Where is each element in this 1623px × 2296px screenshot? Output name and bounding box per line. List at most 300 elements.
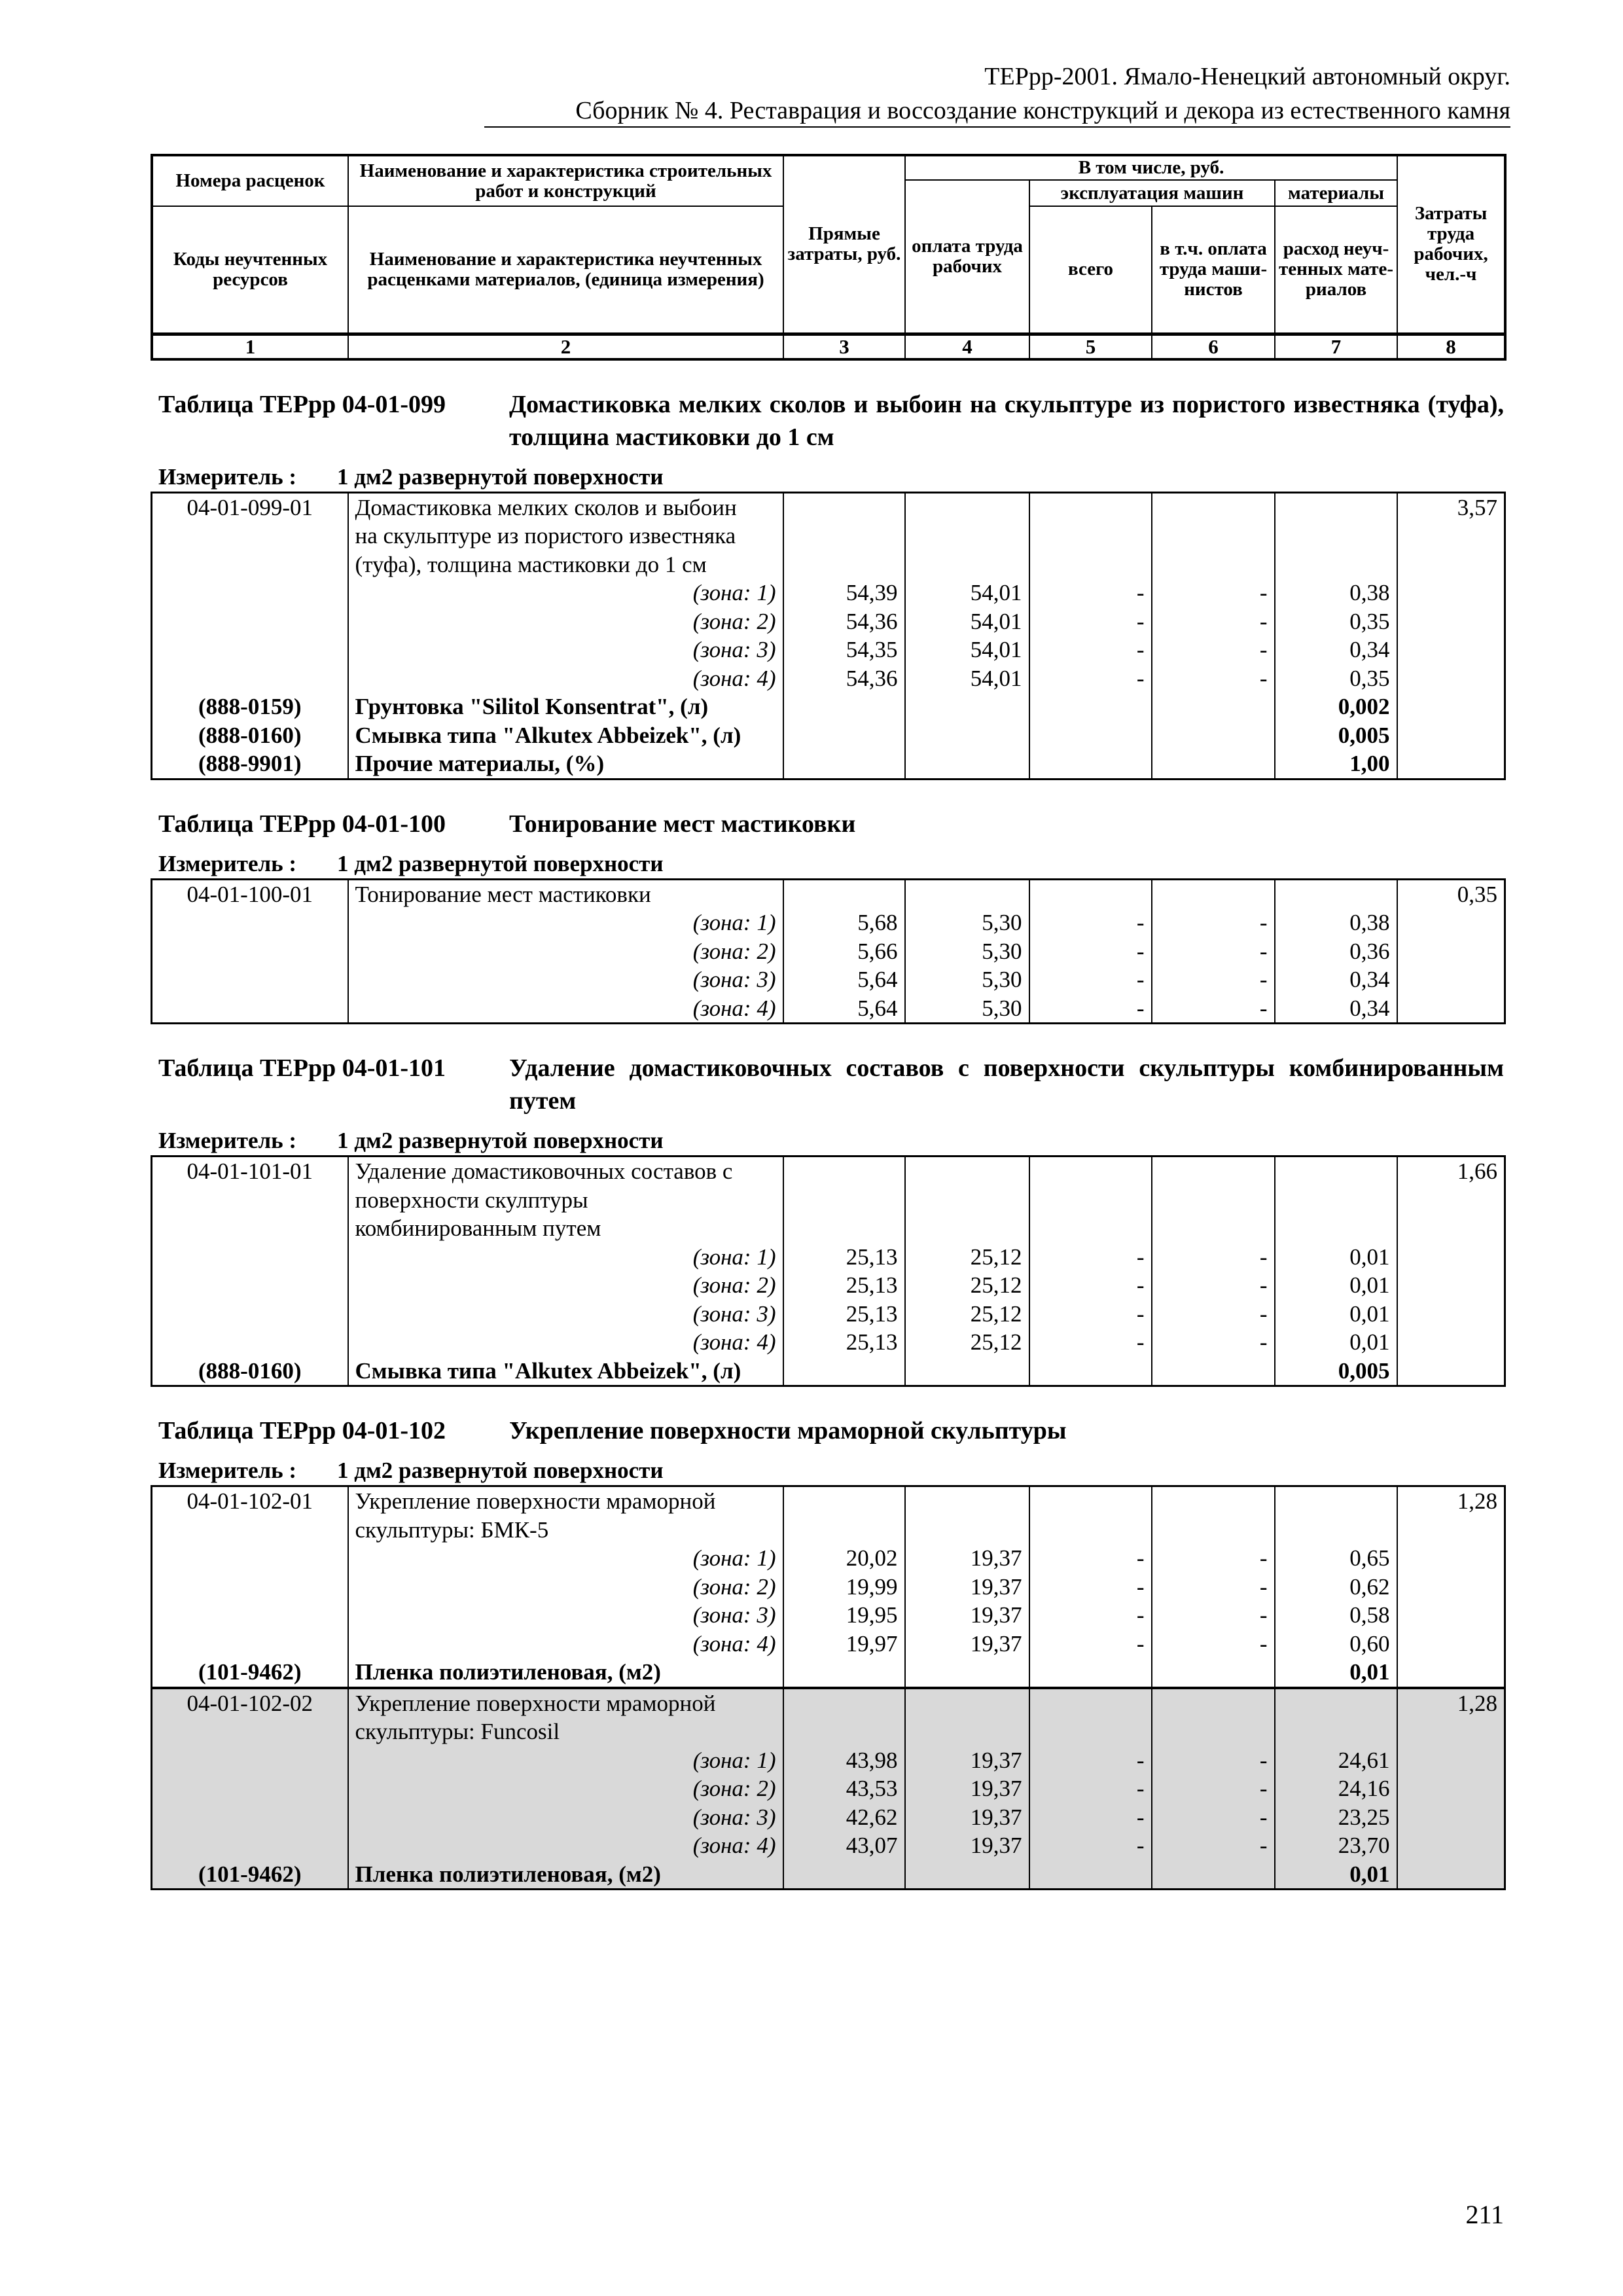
direct-cost: 25,13 <box>783 1243 905 1272</box>
machine-wages: - <box>1152 1601 1275 1630</box>
resource-amount: 0,01 <box>1275 1658 1397 1688</box>
direct-cost: 43,53 <box>783 1774 905 1803</box>
table-row <box>152 1544 1505 1573</box>
cell <box>1152 692 1275 721</box>
cell <box>905 1717 1029 1746</box>
table-row <box>152 1717 1505 1746</box>
cell <box>152 1746 348 1775</box>
cell <box>1029 1717 1152 1746</box>
cell <box>152 1630 348 1659</box>
cell <box>152 1186 348 1215</box>
direct-cost: 25,13 <box>783 1300 905 1329</box>
direct-cost: 20,02 <box>783 1544 905 1573</box>
wages: 25,12 <box>905 1300 1029 1329</box>
wages: 5,30 <box>905 994 1029 1024</box>
rate-name-line: поверхности скулптуры <box>348 1186 783 1215</box>
cell <box>1029 1486 1152 1516</box>
machine-total: - <box>1029 965 1152 994</box>
rates-table <box>151 1155 1506 1387</box>
cell <box>152 1214 348 1243</box>
zone-label: (зона: 2) <box>348 937 783 966</box>
cell <box>1029 1860 1152 1890</box>
cell <box>1275 1516 1397 1545</box>
measure-line <box>151 1126 1504 1155</box>
machine-total: - <box>1029 636 1152 664</box>
materials: 0,36 <box>1275 937 1397 966</box>
materials: 0,62 <box>1275 1573 1397 1602</box>
zone-label: (зона: 4) <box>348 664 783 693</box>
rates-table <box>151 492 1506 780</box>
col-material-name: Наименование и характеристика неучтенных расценками материалов, (единица измерения) <box>348 206 783 334</box>
materials: 0,38 <box>1275 579 1397 607</box>
wages: 19,37 <box>905 1544 1029 1573</box>
zone-label: (зона: 3) <box>348 1601 783 1630</box>
resource-amount: 0,005 <box>1275 1357 1397 1386</box>
column-number: 2 <box>348 334 783 359</box>
wages: 5,30 <box>905 937 1029 966</box>
cell <box>905 1186 1029 1215</box>
col-resource-codes: Коды неучтенных ресурсов <box>152 206 348 334</box>
col-rate-numbers: Номера расценок <box>152 155 348 206</box>
cell <box>152 1717 348 1746</box>
zone-label: (зона: 3) <box>348 965 783 994</box>
cell <box>1397 1516 1505 1545</box>
table-title: Тонирование мест мастиковки <box>509 810 856 838</box>
materials: 23,25 <box>1275 1803 1397 1832</box>
rate-code: 04-01-102-02 <box>152 1688 348 1718</box>
cell <box>783 1186 905 1215</box>
wages: 19,37 <box>905 1774 1029 1803</box>
cell <box>1029 550 1152 579</box>
running-header-subtitle: Сборник № 4. Реставрация и воссоздание конструкций и декора из естественного камня <box>575 97 1510 124</box>
cell <box>1275 1688 1397 1718</box>
cell <box>1397 1717 1505 1746</box>
resource-name: Смывка типа "Alkutex Abbeizek", (л) <box>348 1357 783 1386</box>
cell <box>152 908 348 937</box>
cell <box>783 692 905 721</box>
materials: 0,01 <box>1275 1328 1397 1357</box>
col-machine-wages: в т.ч. оплата труда маши-нистов <box>1152 206 1275 334</box>
cell <box>783 721 905 750</box>
table-label: Таблица ТЕРрр 04-01-100 <box>158 810 446 838</box>
cell <box>783 1688 905 1718</box>
cell <box>152 937 348 966</box>
column-number: 5 <box>1029 334 1152 359</box>
table-row <box>152 1774 1505 1803</box>
machine-total: - <box>1029 937 1152 966</box>
zone-label: (зона: 1) <box>348 1746 783 1775</box>
cell <box>905 1157 1029 1186</box>
cell <box>1029 879 1152 908</box>
cell <box>783 1357 905 1386</box>
cell <box>1397 550 1505 579</box>
cell <box>783 1214 905 1243</box>
machine-wages: - <box>1152 1328 1275 1357</box>
wages: 54,01 <box>905 607 1029 636</box>
machine-wages: - <box>1152 664 1275 693</box>
resource-amount: 0,002 <box>1275 692 1397 721</box>
cell <box>905 1486 1029 1516</box>
direct-cost: 54,36 <box>783 664 905 693</box>
column-number: 8 <box>1397 334 1505 359</box>
table-row <box>152 550 1505 579</box>
machine-total: - <box>1029 1803 1152 1832</box>
header-divider <box>484 126 1510 128</box>
sections <box>151 388 1504 1891</box>
machine-total: - <box>1029 664 1152 693</box>
column-number: 4 <box>905 334 1029 359</box>
cell <box>152 1328 348 1357</box>
cell <box>152 994 348 1024</box>
column-number: 7 <box>1275 334 1397 359</box>
machine-wages: - <box>1152 1573 1275 1602</box>
cell <box>1152 1157 1275 1186</box>
table-row <box>152 879 1505 908</box>
col-materials: материалы <box>1275 180 1397 206</box>
cell <box>1029 749 1152 779</box>
cell <box>1397 692 1505 721</box>
zone-label: (зона: 2) <box>348 607 783 636</box>
wages: 5,30 <box>905 908 1029 937</box>
wages: 54,01 <box>905 579 1029 607</box>
resource-code: (888-0160) <box>152 1357 348 1386</box>
zone-label: (зона: 1) <box>348 1544 783 1573</box>
zone-label: (зона: 3) <box>348 1300 783 1329</box>
machine-wages: - <box>1152 1630 1275 1659</box>
direct-cost: 42,62 <box>783 1803 905 1832</box>
machine-total: - <box>1029 1630 1152 1659</box>
cell <box>1152 1486 1275 1516</box>
rate-code: 04-01-101-01 <box>152 1157 348 1186</box>
col-machine-operation: эксплуатация машин <box>1029 180 1275 206</box>
wages: 19,37 <box>905 1803 1029 1832</box>
table-row <box>152 908 1505 937</box>
cell <box>905 1357 1029 1386</box>
cell <box>1397 965 1505 994</box>
col-including: В том числе, руб. <box>905 155 1397 180</box>
materials: 0,65 <box>1275 1544 1397 1573</box>
cell <box>1397 1544 1505 1573</box>
cell <box>1397 908 1505 937</box>
cell <box>1397 721 1505 750</box>
cell <box>1397 994 1505 1024</box>
cell <box>1029 1357 1152 1386</box>
direct-cost: 5,64 <box>783 965 905 994</box>
cell <box>152 1516 348 1545</box>
cell <box>152 1774 348 1803</box>
cell <box>1029 1157 1152 1186</box>
page-number: 211 <box>1465 2200 1504 2229</box>
zone-label: (зона: 2) <box>348 1573 783 1602</box>
cell <box>1029 721 1152 750</box>
labor-value: 1,28 <box>1397 1486 1505 1516</box>
rates-table <box>151 878 1506 1025</box>
machine-total: - <box>1029 1544 1152 1573</box>
machine-wages: - <box>1152 1831 1275 1860</box>
resource-amount: 0,01 <box>1275 1860 1397 1890</box>
cell <box>1397 1658 1505 1688</box>
cell <box>1029 692 1152 721</box>
cell <box>905 550 1029 579</box>
materials: 0,01 <box>1275 1243 1397 1272</box>
col-wages: оплата труда рабочих <box>905 180 1029 334</box>
table-label: Таблица ТЕРрр 04-01-102 <box>158 1417 446 1444</box>
cell <box>905 721 1029 750</box>
rate-code: 04-01-100-01 <box>152 879 348 908</box>
zone-label: (зона: 2) <box>348 1774 783 1803</box>
direct-cost: 43,98 <box>783 1746 905 1775</box>
cell <box>905 1688 1029 1718</box>
direct-cost: 43,07 <box>783 1831 905 1860</box>
resource-code: (101-9462) <box>152 1658 348 1688</box>
direct-cost: 54,35 <box>783 636 905 664</box>
cell <box>1397 937 1505 966</box>
labor-value: 1,66 <box>1397 1157 1505 1186</box>
zone-label: (зона: 1) <box>348 1243 783 1272</box>
table-row <box>152 692 1505 721</box>
machine-total: - <box>1029 579 1152 607</box>
machine-wages: - <box>1152 1803 1275 1832</box>
cell <box>1029 1516 1152 1545</box>
materials: 0,38 <box>1275 908 1397 937</box>
zone-label: (зона: 1) <box>348 579 783 607</box>
rate-name-line: на скульптуре из пористого известняка <box>348 522 783 550</box>
cell <box>152 1803 348 1832</box>
cell <box>152 1271 348 1300</box>
table-row <box>152 1516 1505 1545</box>
column-number: 6 <box>1152 334 1275 359</box>
materials: 0,34 <box>1275 994 1397 1024</box>
measure-line <box>151 463 1504 492</box>
cell <box>152 550 348 579</box>
cell <box>1275 1717 1397 1746</box>
machine-total: - <box>1029 994 1152 1024</box>
cell <box>1397 1328 1505 1357</box>
cell <box>1397 1357 1505 1386</box>
machine-wages: - <box>1152 994 1275 1024</box>
cell <box>905 522 1029 550</box>
zone-label: (зона: 4) <box>348 994 783 1024</box>
cell <box>1152 522 1275 550</box>
cell <box>783 550 905 579</box>
wages: 25,12 <box>905 1328 1029 1357</box>
machine-total: - <box>1029 607 1152 636</box>
table-row <box>152 1746 1505 1775</box>
cell <box>152 1243 348 1272</box>
machine-wages: - <box>1152 908 1275 937</box>
rate-name-line: скульптуры: БМК-5 <box>348 1516 783 1545</box>
direct-cost: 54,39 <box>783 579 905 607</box>
machine-total: - <box>1029 1831 1152 1860</box>
table-row <box>152 1658 1505 1688</box>
column-header-table <box>151 154 1507 361</box>
cell <box>152 965 348 994</box>
direct-cost: 25,13 <box>783 1328 905 1357</box>
cell <box>1275 550 1397 579</box>
machine-wages: - <box>1152 636 1275 664</box>
table-row <box>152 607 1505 636</box>
cell <box>1029 1658 1152 1688</box>
cell <box>1275 492 1397 522</box>
cell <box>905 1860 1029 1890</box>
cell <box>152 522 348 550</box>
cell <box>1029 1186 1152 1215</box>
materials: 0,34 <box>1275 965 1397 994</box>
table-label: Таблица ТЕРрр 04-01-101 <box>158 1054 446 1082</box>
cell <box>783 1658 905 1688</box>
zone-label: (зона: 2) <box>348 1271 783 1300</box>
machine-total: - <box>1029 1601 1152 1630</box>
wages: 54,01 <box>905 636 1029 664</box>
table-row <box>152 1214 1505 1243</box>
rate-name-line: Домастиковка мелких сколов и выбоин <box>348 492 783 522</box>
cell <box>1152 1658 1275 1688</box>
cell <box>1397 636 1505 664</box>
resource-code: (888-0160) <box>152 721 348 750</box>
cell <box>1152 1860 1275 1890</box>
measure-value: 1 дм2 развернутой поверхности <box>337 1128 664 1153</box>
cell <box>1275 522 1397 550</box>
materials: 23,70 <box>1275 1831 1397 1860</box>
table-row <box>152 749 1505 779</box>
cell <box>783 749 905 779</box>
cell <box>152 607 348 636</box>
resource-code: (888-9901) <box>152 749 348 779</box>
materials: 0,35 <box>1275 607 1397 636</box>
cell <box>1152 1516 1275 1545</box>
table-row <box>152 937 1505 966</box>
cell <box>905 692 1029 721</box>
machine-wages: - <box>1152 1544 1275 1573</box>
machine-total: - <box>1029 908 1152 937</box>
cell <box>1152 1717 1275 1746</box>
zone-label: (зона: 3) <box>348 636 783 664</box>
resource-amount: 1,00 <box>1275 749 1397 779</box>
direct-cost: 54,36 <box>783 607 905 636</box>
measure-value: 1 дм2 развернутой поверхности <box>337 1458 664 1483</box>
cell <box>1397 579 1505 607</box>
col-direct-costs: Прямые затраты, руб. <box>783 155 905 334</box>
resource-name: Пленка полиэтиленовая, (м2) <box>348 1658 783 1688</box>
measure-line <box>151 850 1504 878</box>
cell <box>1152 749 1275 779</box>
machine-total: - <box>1029 1746 1152 1775</box>
table-row <box>152 522 1505 550</box>
col-machine-total: всего <box>1029 206 1152 334</box>
cell <box>1397 1746 1505 1775</box>
materials: 0,01 <box>1275 1271 1397 1300</box>
materials: 0,58 <box>1275 1601 1397 1630</box>
cell <box>1397 1243 1505 1272</box>
machine-wages: - <box>1152 1243 1275 1272</box>
cell <box>905 1658 1029 1688</box>
cell <box>1397 1214 1505 1243</box>
cell <box>1275 1157 1397 1186</box>
measure-label: Измеритель : <box>158 463 297 490</box>
direct-cost: 19,95 <box>783 1601 905 1630</box>
table-label: Таблица ТЕРрр 04-01-099 <box>158 390 446 418</box>
zone-label: (зона: 1) <box>348 908 783 937</box>
table-row <box>152 1601 1505 1630</box>
machine-total: - <box>1029 1271 1152 1300</box>
cell <box>783 522 905 550</box>
table-row <box>152 721 1505 750</box>
machine-wages: - <box>1152 1746 1275 1775</box>
rate-name-line: Удаление домастиковочных составов с <box>348 1157 783 1186</box>
direct-cost: 5,66 <box>783 937 905 966</box>
table-row <box>152 1831 1505 1860</box>
cell <box>1397 1774 1505 1803</box>
wages: 5,30 <box>905 965 1029 994</box>
direct-cost: 19,99 <box>783 1573 905 1602</box>
rate-name-line: (туфа), толщина мастиковки до 1 см <box>348 550 783 579</box>
cell <box>1275 879 1397 908</box>
cell <box>152 579 348 607</box>
cell <box>905 749 1029 779</box>
machine-total: - <box>1029 1300 1152 1329</box>
table-title: Домастиковка мелких сколов и выбоин на скульптуре из пористого известняка (туфа), толщина мастиковки до 1 см <box>509 390 1504 451</box>
cell <box>1029 1214 1152 1243</box>
machine-wages: - <box>1152 937 1275 966</box>
direct-cost: 5,68 <box>783 908 905 937</box>
cell <box>1397 1601 1505 1630</box>
resource-code: (101-9462) <box>152 1860 348 1890</box>
table-row <box>152 1486 1505 1516</box>
measure-value: 1 дм2 развернутой поверхности <box>337 850 664 876</box>
table-title: Укрепление поверхности мраморной скульптуры <box>509 1417 1067 1444</box>
cell <box>1029 522 1152 550</box>
cell <box>1397 1300 1505 1329</box>
col-materials-unaccounted: расход неуч-тенных мате-риалов <box>1275 206 1397 334</box>
direct-cost: 19,97 <box>783 1630 905 1659</box>
cell <box>905 492 1029 522</box>
table-row <box>152 994 1505 1024</box>
cell <box>905 1516 1029 1545</box>
wages: 25,12 <box>905 1271 1029 1300</box>
machine-total: - <box>1029 1243 1152 1272</box>
column-numbers-row <box>152 334 1505 359</box>
cell <box>152 1544 348 1573</box>
table-row <box>152 1300 1505 1329</box>
wages: 54,01 <box>905 664 1029 693</box>
section-title <box>151 388 1504 454</box>
resource-amount: 0,005 <box>1275 721 1397 750</box>
table-row <box>152 1573 1505 1602</box>
section-title <box>151 1414 1504 1447</box>
materials: 0,60 <box>1275 1630 1397 1659</box>
materials: 24,16 <box>1275 1774 1397 1803</box>
table-row <box>152 1328 1505 1357</box>
direct-cost: 5,64 <box>783 994 905 1024</box>
cell <box>1397 664 1505 693</box>
rate-name-line: скульптуры: Funcosil <box>348 1717 783 1746</box>
cell <box>1275 1214 1397 1243</box>
resource-name: Пленка полиэтиленовая, (м2) <box>348 1860 783 1890</box>
rate-name-line: комбинированным путем <box>348 1214 783 1243</box>
cell <box>783 879 905 908</box>
table-row <box>152 1803 1505 1832</box>
resource-code: (888-0159) <box>152 692 348 721</box>
cell <box>1397 1831 1505 1860</box>
cell <box>1397 1860 1505 1890</box>
wages: 19,37 <box>905 1831 1029 1860</box>
cell <box>1152 879 1275 908</box>
col-labor: Затраты труда рабочих, чел.-ч <box>1397 155 1505 334</box>
cell <box>152 1831 348 1860</box>
table-row <box>152 1860 1505 1890</box>
machine-total: - <box>1029 1774 1152 1803</box>
materials: 0,34 <box>1275 636 1397 664</box>
